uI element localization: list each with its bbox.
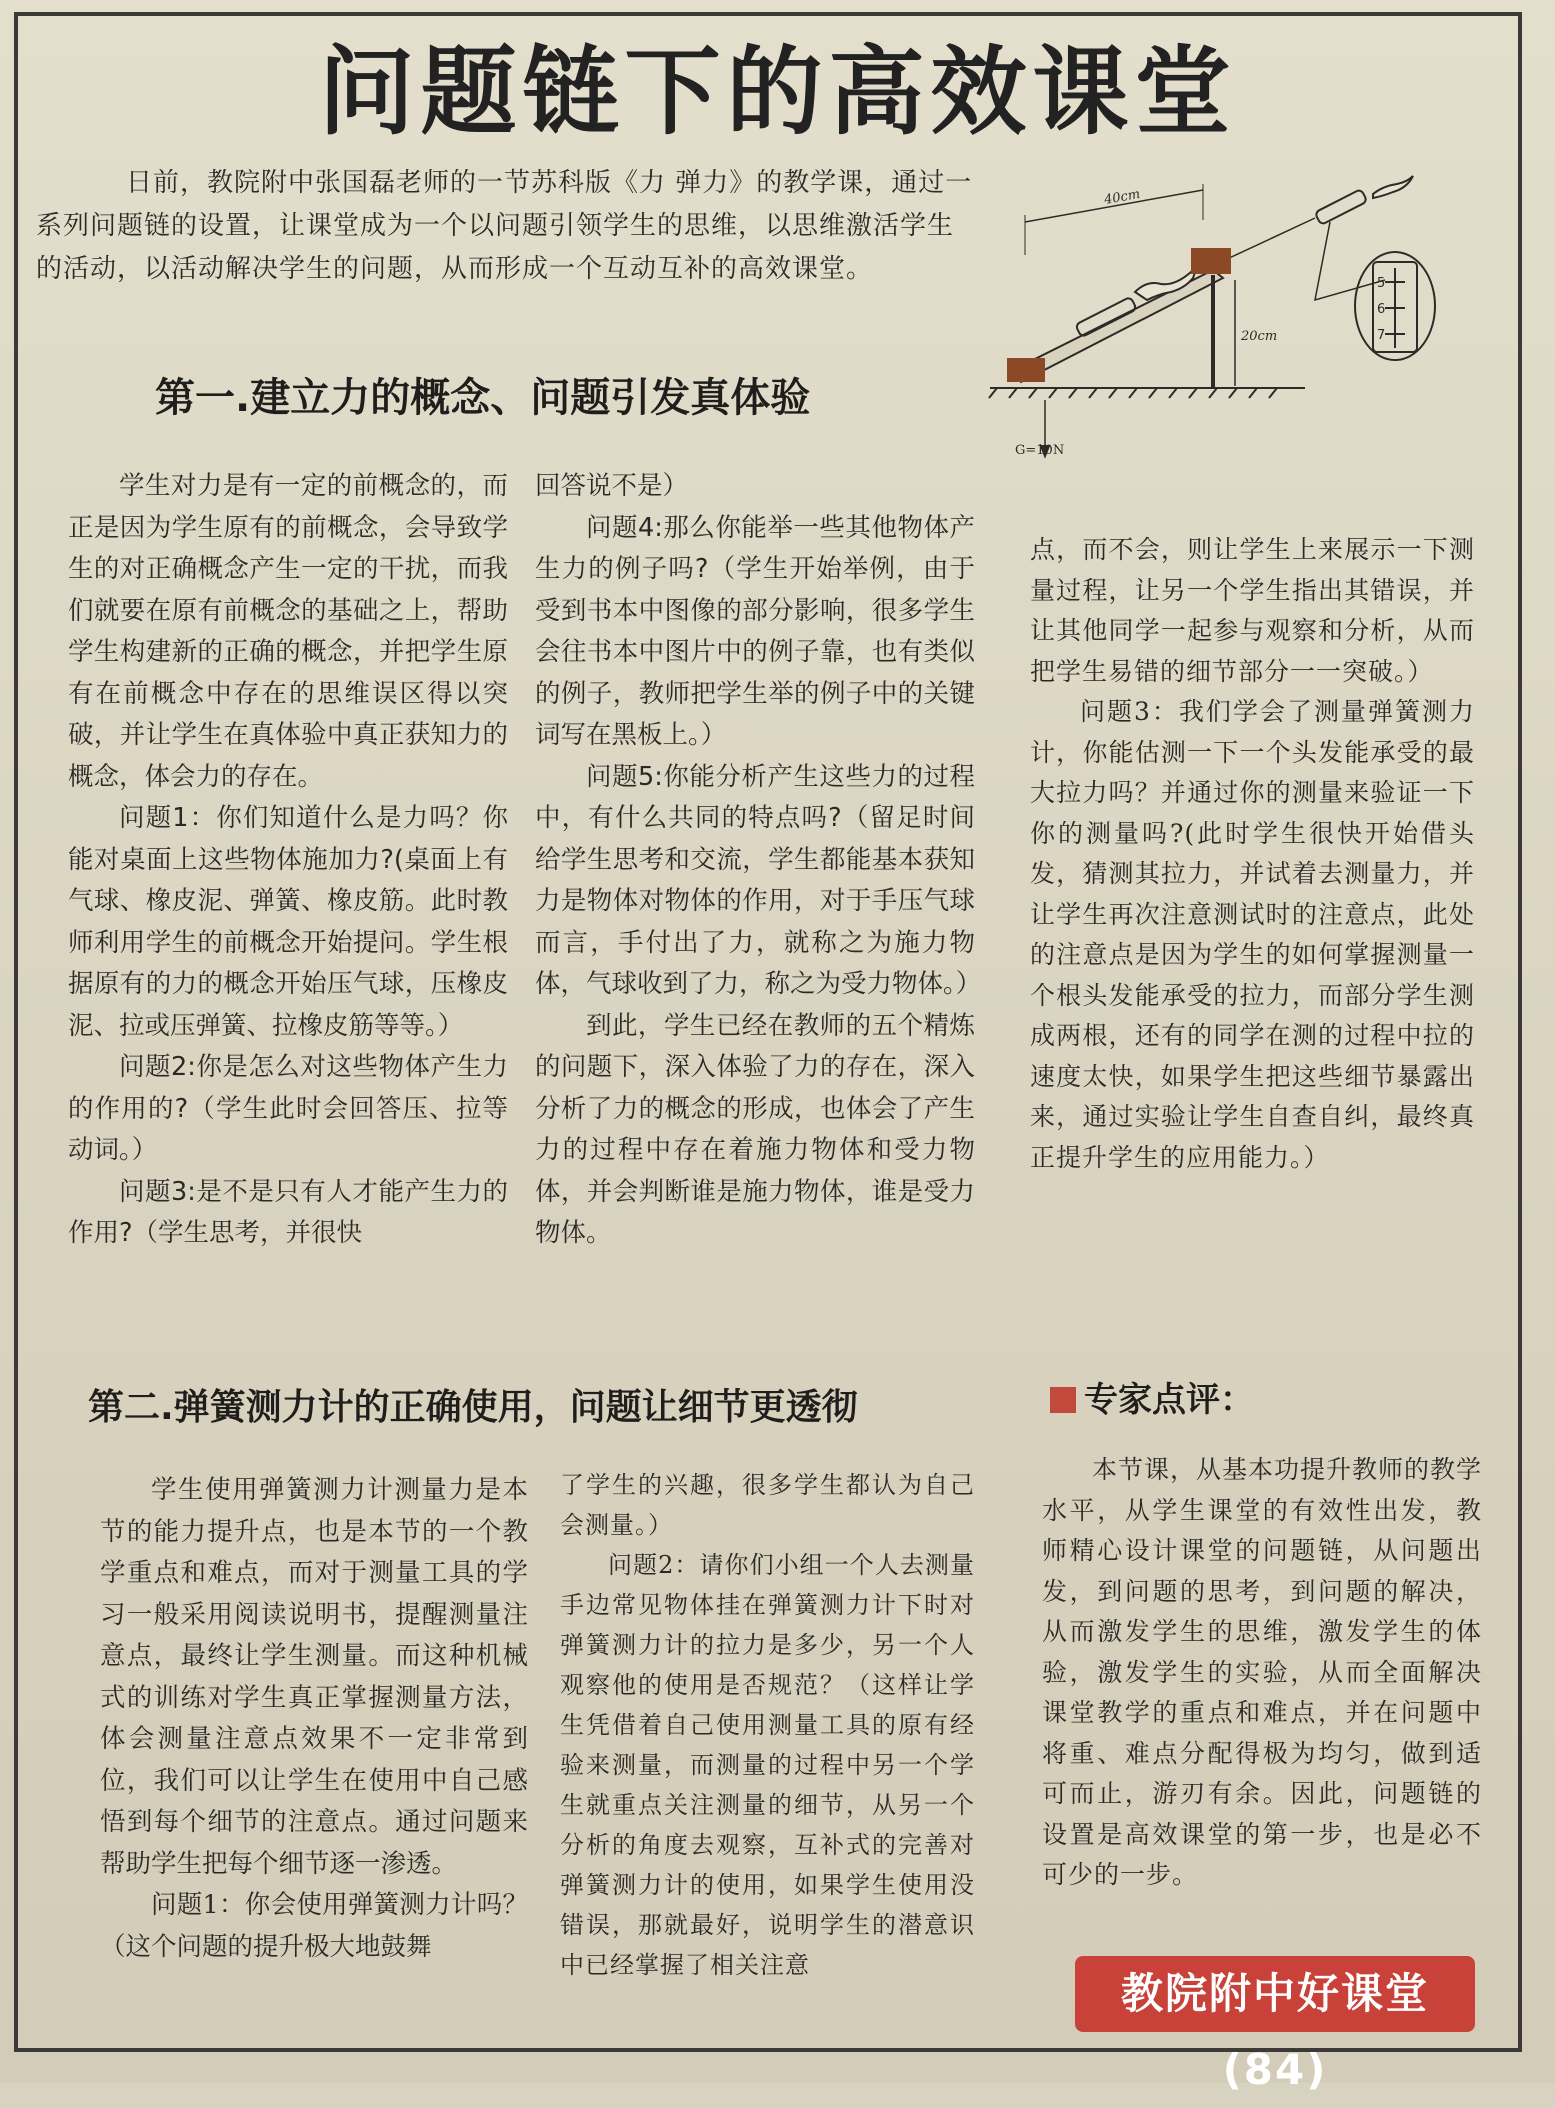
block-bottom	[1007, 358, 1045, 382]
zoom-callout	[1315, 222, 1385, 300]
paragraph: 学生使用弹簧测力计测量力是本节的能力提升点，也是本节的一个教学重点和难点，而对于测量工具的学习一般采用阅读说明书，提醒测量注意点，最终让学生测量。而这种机械式的训练对学生真正掌握测量方法，体会测量注意点效果不一定非常到位，我们可以让学生在使用中自己感悟到每个细节的注意点。通过问题来帮助学生把每个细节逐一渗透。	[100, 1475, 528, 1879]
paragraph: 回答说不是）	[535, 471, 689, 501]
scale-label-5: 5	[1377, 276, 1386, 291]
expert-review-title	[1050, 1375, 1254, 1425]
height-label: 20cm	[1241, 329, 1278, 344]
section2-column2	[560, 1465, 975, 1985]
section2-column1	[100, 1470, 528, 1968]
question-3: 问题3:是不是只有人才能产生力的作用?（学生思考，并很快	[68, 1176, 508, 1248]
section1-column1	[68, 466, 508, 1255]
expert-review-label: 专家点评：	[1084, 1380, 1254, 1420]
length-label: 40cm	[1103, 186, 1142, 208]
paragraph: 本节课，从基本功提升教师的教学水平，从学生课堂的有效性出发，教师精心设计课堂的问题链，从问题出发，到问题的思考，到问题的解决，从而激发学生的思维，激发学生的体验，激发学生的实验，从而全面解决课堂教学的重点和难点，并在问题中将重、难点分配得极为均匀，做到适可而止，游刃有余。因此，问题链的设置是高效课堂的第一步，也是必不可少的一步。	[1042, 1455, 1483, 1889]
weight-label: G=10N	[1015, 443, 1065, 458]
paragraph: 点，而不会，则让学生上来展示一下测量过程，让另一个学生指出其错误，并让其他同学一起参与观察和分析，从而把学生易错的细节部分一一突破。）	[1030, 535, 1475, 686]
headline: 问题链下的高效课堂	[318, 36, 1237, 148]
paragraph: 到此，学生已经在教师的五个精炼的问题下，深入体验了力的存在，深入分析了力的概念的形成，也体会了产生力的过程中存在着施力物体和受力物体，并会判断谁是施力物体，谁是受力物体。	[535, 1010, 975, 1248]
square-bullet-icon	[1050, 1387, 1076, 1413]
intro-paragraph: 日前，教院附中张国磊老师的一节苏科版《力 弹力》的教学课，通过一系列问题链的设置，让课堂成为一个以问题引领学生的思维，以思维激活学生的活动，以活动解决学生的问题，从而形成一个互动互补的高效课堂。	[36, 168, 973, 284]
paragraph: 学生对力是有一定的前概念的，而正是因为学生原有的前概念，会导致学生的对正确概念产生一定的干扰，而我们就要在原有前概念的基础之上，帮助学生构建新的正确的概念，并把学生原有在前概念中存在的思维误区得以突破，并让学生在真体验中真正获知力的概念，体会力的存在。	[68, 471, 508, 792]
spring-scale-figure	[985, 160, 1510, 460]
question-5: 问题5:你能分析产生这些力的过程中，有什么共同的特点吗?（留足时间给学生思考和交流，学生都能基本获知力是物体对物体的作用，对于手压气球而言，手付出了力，就称之为施力物体，气球收到了力，称之为受力物体。）	[535, 761, 982, 999]
column3	[1030, 530, 1475, 1178]
question-1: 问题1：你们知道什么是力吗？你能对桌面上这些物体施加力?(桌面上有气球、橡皮泥、弹簧、橡皮筋。此时教师利用学生的前概念开始提问。学生根据原有的力的概念开始压气球，压橡皮泥、拉或压弹簧、拉橡皮筋等等。）	[68, 803, 508, 1041]
series-stamp: 教院附中好课堂(84)	[1075, 1956, 1475, 2032]
upper-hand	[1373, 176, 1413, 198]
expert-review-body	[1042, 1450, 1482, 1896]
scale-label-7: 7	[1377, 328, 1386, 343]
question-1: 问题1：你会使用弹簧测力计吗？（这个问题的提升极大地鼓舞	[100, 1890, 528, 1962]
question-2: 问题2：请你们小组一个人去测量手边常见物体挂在弹簧测力计下时对弹簧测力计的拉力是多少，另一个人观察他的使用是否规范？（这样让学生凭借着自己使用测量工具的原有经验来测量，而测量的过程中另一个学生就重点关注测量的细节，从另一个分析的角度去观察，互补式的完善对弹簧测力计的使用，如果学生使用没错误，那就最好，说明学生的潜意识中已经掌握了相关注意	[560, 1551, 975, 1979]
question-2: 问题2:你是怎么对这些物体产生力的作用的?（学生此时会回答压、拉等动词。）	[68, 1052, 508, 1165]
section2-title: 第二.弹簧测力计的正确使用，问题让细节更透彻	[88, 1387, 858, 1428]
block-top	[1191, 248, 1231, 274]
upper-spring-scale	[1315, 189, 1368, 225]
question-3: 问题3：我们学会了测量弹簧测力计，你能估测一下一个头发能承受的最大拉力吗？并通过你的测量来验证一下你的测量吗?(此时学生很快开始借头发，猜测其拉力，并试着去测量力，并让学生再次注意测试时的注意点，此处的注意点是因为学生的如何掌握测量一个根头发能承受的拉力，而部分学生测成两根，还有的同学在测的过程中拉的速度太快，如果学生把这些细节暴露出来，通过实验让学生自查自纠，最终真正提升学生的应用能力。）	[1030, 697, 1475, 1172]
scale-label-6: 6	[1377, 302, 1386, 317]
ground-hatch	[989, 388, 1277, 398]
section1-column2	[535, 466, 982, 1255]
question-4: 问题4:那么你能举一些其他物体产生力的例子吗?（学生开始举例，由于受到书本中图像的部分影响，很多学生会往书本中图片中的例子靠，也有类似的例子，教师把学生举的例子中的关键词写在黑板上。）	[535, 512, 975, 750]
paragraph: 了学生的兴趣，很多学生都认为自己会测量。）	[560, 1471, 975, 1539]
section1-title: 第一.建立力的概念、问题引发真体验	[155, 375, 811, 421]
